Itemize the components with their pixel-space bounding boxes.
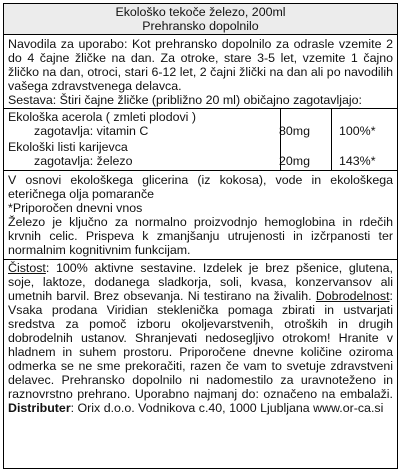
charity-text: : Vsaka prodana Viridian stekleničkа pomaga zbirati in ustvarjati sredstva za pomoč izboru okoljevarstvenih, otroških in drugih dobrodelnih ustanov. Shranjevati nedosegljivo otrokom! Hranite v hladnem in suhem prostoru. Priporočene dnevne količine oziroma odmerka se ne sme prekoračiti, razen če vam to svetuje zdravstveni delavec. Prehransko dopolnilo ni nadomestilo za uravnoteženo in raznovrstno prehrano. Uporabno najmanj do: označeno na embalaži. (8, 289, 393, 401)
table-divider (280, 109, 281, 170)
base-section (4, 171, 397, 260)
ingredient-row (8, 110, 393, 138)
ingredient-provides: zagotavlja: vitamin C (34, 124, 149, 138)
distributor-label: Distributer (8, 401, 71, 415)
label-header (4, 4, 397, 35)
footer-text (8, 261, 393, 415)
rdi-footnote: *Priporočen dnevni vnos (8, 201, 143, 215)
table-divider (331, 109, 332, 170)
ingredient-percent: 100%* (339, 124, 376, 138)
ingredient-provides: zagotavlja: železo (34, 154, 133, 168)
product-subtitle: Prehransko dopolnilo (142, 19, 259, 33)
ingredient-name: Ekološka acerola ( zmleti plodovi ) (8, 110, 197, 124)
purity-label: Čistost (8, 261, 46, 275)
charity-label: Dobrodelnost (315, 289, 390, 303)
ingredient-name: Ekološki listi karijevca (8, 140, 128, 154)
usage-instructions: Navodila za uporabo: Kot prehransko dopolnilo za odrasle vzemite 2 do 4 čajne žličke na dan. Za otroke, stare 3-5 let, vzemite 1 čajno žličko na dan, otroci, stari 6-12 let, 2 čajni žlički na dan ali po navodilih vašega zdravstvenega delavca. (8, 37, 393, 93)
ingredient-amount: 20mg (279, 154, 310, 168)
distributor-text: : Orix d.o.o. Vodnikova c.40, 1000 Ljubljana www.or-ca.si (70, 401, 384, 415)
usage-section (4, 35, 397, 109)
footer-section (4, 260, 397, 415)
purity-text: : 100% aktivne sestavine. Izdelek je brez pšenice, glutena, soje, laktoze, dodanega sladkorja, soli, kvasa, konzervansov ali umetnih barvil. Brez obsevanja. Ni testirano na živalih. (8, 261, 393, 303)
ingredient-row (8, 140, 393, 168)
product-label (3, 3, 398, 469)
ingredient-amount: 80mg (279, 124, 310, 138)
serving-info: Sestava: Štiri čajne žličke (približno 20 ml) običajno zagotavljajo: (8, 93, 362, 107)
product-title: Ekološko tekoče železo, 200ml (115, 5, 286, 19)
ingredient-percent: 143%* (339, 154, 376, 168)
ingredients-table (4, 109, 397, 171)
base-text: V osnovi ekološkega glicerina (iz kokosa), vode in ekološkega eteričnega olja pomaranče (8, 173, 393, 201)
health-claim: Železo je ključno za normalno proizvodnjo hemoglobina in rdečih krvnih celic. Prispeva k zmanjšanju utrujenosti in izčrpanosti ter normalnim kognitivnim funkcijam. (8, 215, 393, 257)
